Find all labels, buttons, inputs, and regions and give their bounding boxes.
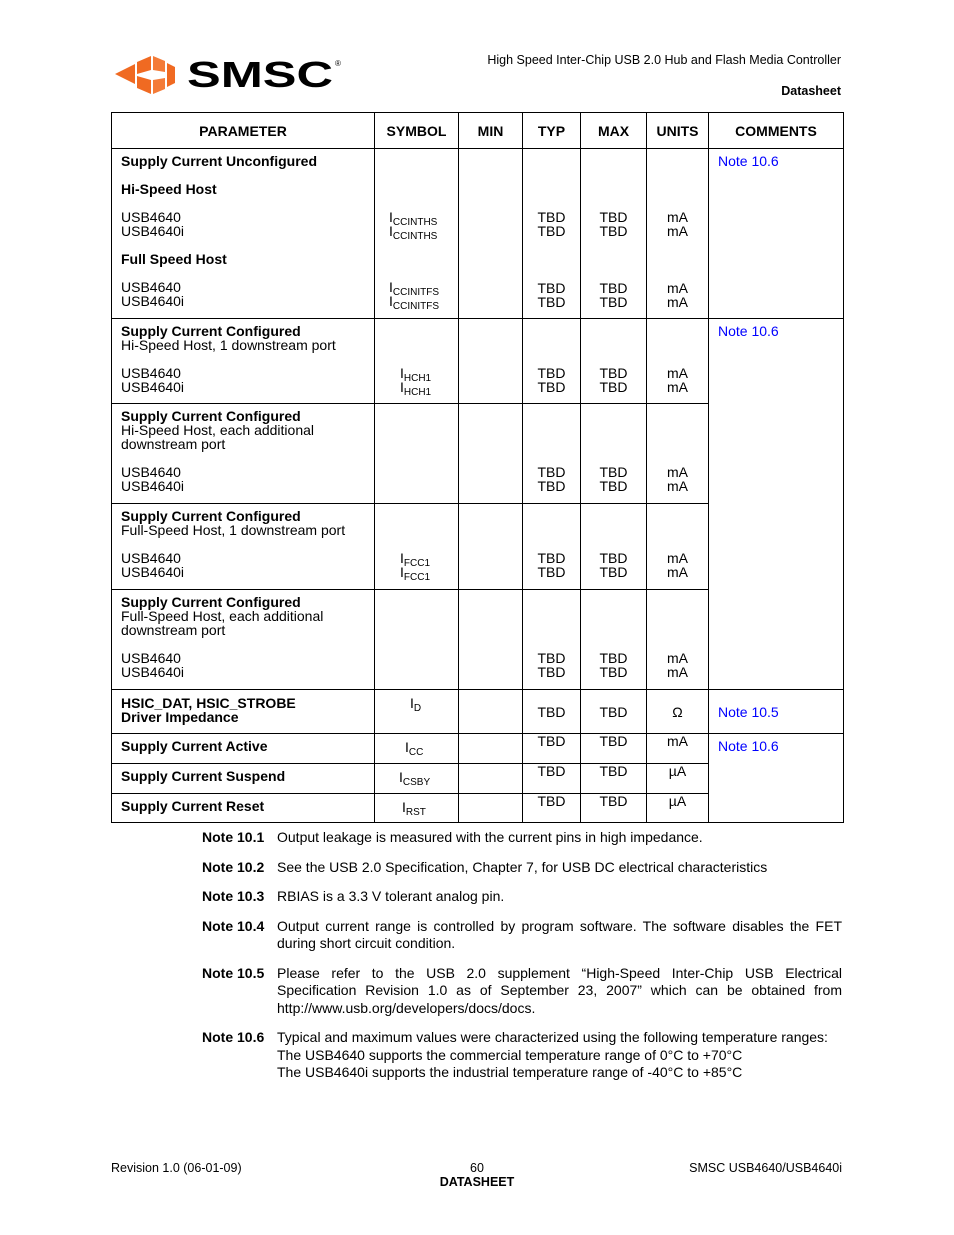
typ-cell: TBD — [523, 734, 581, 764]
param-title: HSIC_DAT, HSIC_STROBE — [121, 695, 296, 711]
param-desc: Hi-Speed Host, each additional — [121, 422, 315, 438]
svg-text:®: ® — [335, 59, 341, 68]
typ-cell: TBD — [523, 794, 581, 823]
footer-product: SMSC USB4640/USB4640i — [689, 1161, 842, 1175]
param-title: Supply Current Configured — [121, 508, 301, 524]
min-cell — [459, 794, 523, 823]
param-title: Supply Current Configured — [121, 408, 301, 424]
param-cell — [112, 590, 375, 690]
units-cell: mA mA — [647, 590, 709, 690]
device-name: USB4640 — [121, 209, 181, 225]
max-cell: TBD TBD — [581, 319, 647, 404]
note-link-10-6[interactable]: Note 10.6 — [709, 319, 844, 690]
typ-cell: TBD — [523, 690, 581, 734]
param-desc: Hi-Speed Host, 1 downstream port — [121, 337, 336, 353]
max-cell: TBD TBD TBD TBD — [581, 149, 647, 319]
param-title: Supply Current Reset — [112, 794, 375, 823]
col-header-parameter: PARAMETER — [112, 113, 375, 149]
table-row — [112, 149, 844, 319]
footer-revision: Revision 1.0 (06-01-09) — [111, 1161, 242, 1175]
symbol-cell: $I_{CC}$ — [375, 734, 459, 764]
device-name: USB4640 — [121, 550, 181, 566]
symbol-cell — [375, 590, 459, 690]
symbol: $I_{FCC1}$ — [400, 550, 431, 569]
symbol: $I_{CCINTHS}$ — [389, 223, 438, 242]
col-header-typ: TYP — [523, 113, 581, 149]
note-item — [202, 965, 842, 1018]
symbol: $I_{CCINITFS}$ — [389, 293, 439, 312]
param-desc: Full-Speed Host, each additional — [121, 608, 324, 624]
document-subtitle: Datasheet — [781, 84, 841, 98]
param-title: Supply Current Suspend — [112, 764, 375, 794]
dc-characteristics-table — [111, 112, 844, 823]
note-text: Output leakage is measured with the current pins in high impedance. — [277, 829, 703, 845]
typ-cell: TBD TBD — [523, 319, 581, 404]
max-cell: TBD TBD — [581, 404, 647, 504]
note-label: Note 10.2 — [202, 858, 265, 875]
col-header-comments: COMMENTS — [709, 113, 844, 149]
device-name: USB4640 — [121, 365, 181, 381]
symbol-cell — [375, 504, 459, 590]
symbol-cell — [375, 690, 459, 734]
param-group: Full Speed Host — [121, 251, 227, 267]
device-name: USB4640i — [121, 564, 185, 580]
device-name: USB4640i — [121, 664, 185, 680]
device-name: USB4640i — [121, 293, 185, 309]
units-cell: mA mA mA mA — [647, 149, 709, 319]
symbol: $I_D$ — [410, 695, 422, 714]
document-title: High Speed Inter-Chip USB 2.0 Hub and Flash Media Controller — [487, 53, 841, 67]
note-text: Output current range is controlled by program software. The software disables the FET during short circuit condition. — [277, 917, 842, 951]
col-header-symbol: SYMBOL — [375, 113, 459, 149]
note-item — [202, 859, 842, 877]
note-item — [202, 829, 842, 847]
symbol: $I_{CCINITFS}$ — [389, 279, 439, 298]
table-header-row — [112, 113, 844, 149]
symbol: $I_{CCINTHS}$ — [389, 209, 438, 228]
min-cell — [459, 319, 523, 404]
note-link-10-5[interactable]: Note 10.5 — [709, 690, 844, 734]
note-label: Note 10.1 — [202, 829, 265, 845]
table-row — [112, 734, 844, 764]
param-cell — [112, 690, 375, 734]
param-group: Hi-Speed Host — [121, 181, 217, 197]
param-title: Driver Impedance — [121, 709, 239, 725]
note-label: Note 10.4 — [202, 917, 265, 934]
min-cell — [459, 504, 523, 590]
param-cell — [112, 404, 375, 504]
symbol: $I_{HCH1}$ — [400, 379, 432, 398]
max-cell: TBD — [581, 734, 647, 764]
note-text: See the USB 2.0 Specification, Chapter 7, for USB DC electrical characteristics — [277, 858, 768, 875]
note-link-10-6[interactable]: Note 10.6 — [709, 149, 844, 319]
notes-list — [202, 829, 842, 1094]
param-desc: Full-Speed Host, 1 downstream port — [121, 522, 346, 538]
typ-cell: TBD — [523, 764, 581, 794]
symbol-cell — [375, 404, 459, 504]
note-link-10-6[interactable]: Note 10.6 — [709, 734, 844, 823]
typ-cell: TBD TBD — [523, 504, 581, 590]
table-row — [112, 690, 844, 734]
col-header-max: MAX — [581, 113, 647, 149]
typ-cell: TBD TBD — [523, 404, 581, 504]
units-cell: Ω — [647, 690, 709, 734]
param-title: Supply Current Active — [112, 734, 375, 764]
smsc-logo-mark — [113, 54, 345, 96]
param-title: Supply Current Configured — [121, 323, 301, 339]
note-label: Note 10.3 — [202, 888, 265, 904]
device-name: USB4640 — [121, 279, 181, 295]
note-item — [202, 918, 842, 953]
note-text: Typical and maximum values were characterized using the following temperature ranges: The USB4640 supports the commercial temperature range of 0°C to +70°C The USB4640i supports the industrial temperature range of -40°C to +85°C — [277, 1029, 828, 1080]
symbol: $I_{FCC1}$ — [400, 564, 431, 583]
typ-cell: TBD TBD — [523, 590, 581, 690]
note-item — [202, 1029, 842, 1082]
units-cell: mA — [647, 734, 709, 764]
footer-label: DATASHEET — [439, 1175, 515, 1189]
device-name: USB4640i — [121, 478, 185, 494]
symbol-cell — [375, 319, 459, 404]
device-name: USB4640 — [121, 650, 181, 666]
units-cell: mA mA — [647, 404, 709, 504]
min-cell — [459, 149, 523, 319]
note-label: Note 10.5 — [202, 964, 265, 981]
param-title: Supply Current Configured — [121, 594, 301, 610]
col-header-min: MIN — [459, 113, 523, 149]
min-cell — [459, 404, 523, 504]
max-cell: TBD — [581, 794, 647, 823]
note-text: Please refer to the USB 2.0 supplement “High-Speed Inter-Chip USB Electrical Specification Revision 1.0 as of September 23, 2007” which can be obtained from http://www.usb.org/developers/docs/docs. — [277, 964, 842, 1016]
typ-cell: TBD TBD TBD TBD — [523, 149, 581, 319]
note-text: RBIAS is a 3.3 V tolerant analog pin. — [277, 888, 505, 904]
max-cell: TBD TBD — [581, 590, 647, 690]
footer-page-number: 60 — [470, 1161, 484, 1175]
svg-text:SMSC: SMSC — [187, 54, 333, 95]
symbol-cell — [375, 149, 459, 319]
param-desc: downstream port — [121, 436, 226, 452]
max-cell: TBD TBD — [581, 504, 647, 590]
units-cell: mA mA — [647, 319, 709, 404]
device-name: USB4640 — [121, 464, 181, 480]
units-cell: mA mA — [647, 504, 709, 590]
param-title: Supply Current Unconfigured — [121, 153, 317, 169]
max-cell: TBD — [581, 764, 647, 794]
max-cell: TBD — [581, 690, 647, 734]
min-cell — [459, 764, 523, 794]
min-cell — [459, 734, 523, 764]
units-cell: µA — [647, 794, 709, 823]
note-label: Note 10.6 — [202, 1029, 265, 1045]
device-name: USB4640i — [121, 379, 185, 395]
min-cell — [459, 690, 523, 734]
symbol-cell: $I_{CSBY}$ — [375, 764, 459, 794]
note-item — [202, 888, 842, 906]
col-header-units: UNITS — [647, 113, 709, 149]
symbol: $I_{HCH1}$ — [400, 365, 432, 384]
param-cell — [112, 504, 375, 590]
param-desc: downstream port — [121, 622, 226, 638]
min-cell — [459, 590, 523, 690]
smsc-logo — [113, 54, 345, 96]
param-cell — [112, 319, 375, 404]
table-row — [112, 319, 844, 404]
device-name: USB4640i — [121, 223, 185, 239]
units-cell: µA — [647, 764, 709, 794]
param-cell — [112, 149, 375, 319]
symbol-cell: $I_{RST}$ — [375, 794, 459, 823]
